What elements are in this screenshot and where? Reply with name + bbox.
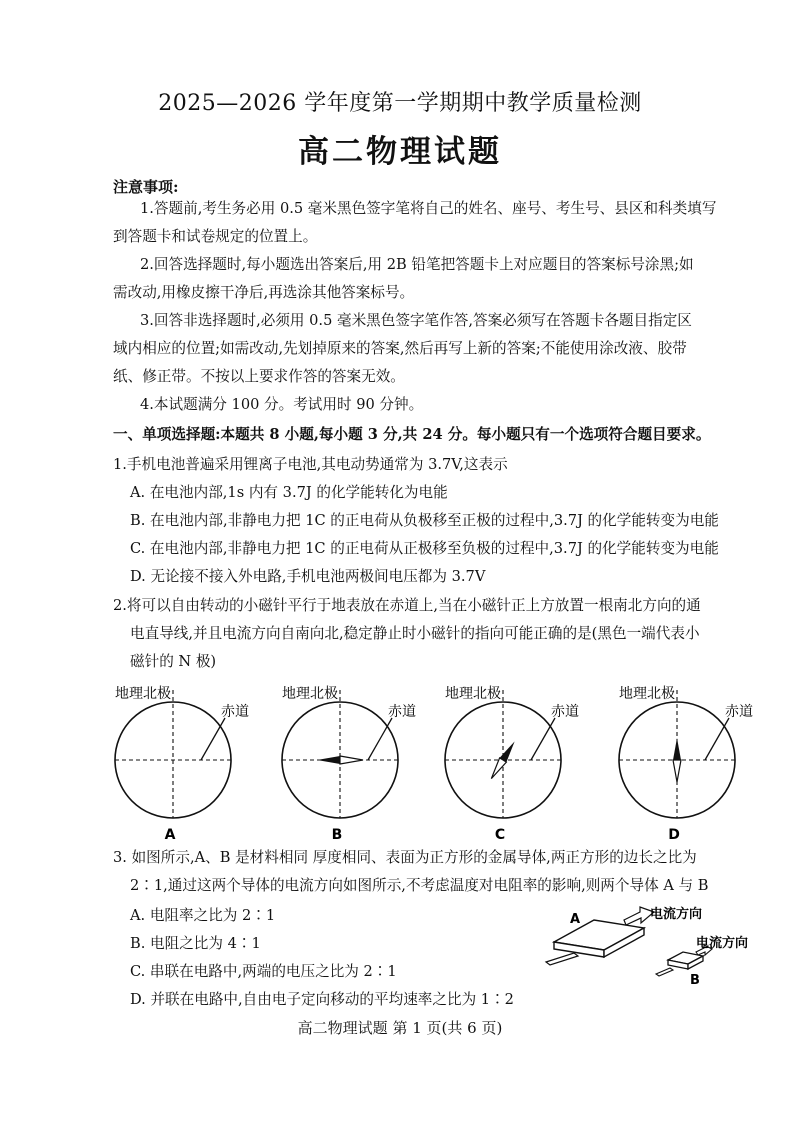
notice-line-6: 域内相应的位置;如需改动,先划掉原来的答案,然后再写上新的答案;不能使用涂改液、胶带 [113, 340, 687, 357]
magnet-needle-south-b [340, 756, 363, 764]
equator-label-b: 赤道 [388, 704, 416, 720]
magnet-needle-south-d [673, 760, 681, 782]
notice-line-7: 纸、修正带。不按以上要求作答的答案无效。 [113, 368, 405, 385]
q3-stem-line-2: 2∶1,通过这两个导体的电流方向如图所示,不考虑温度对电阻率的影响,则两个导体 A 与 B [130, 877, 709, 894]
north-pole-label-d: 地理北极 [619, 686, 675, 702]
q2-figure-a [115, 685, 249, 843]
notice-line-2: 到答题卡和试卷规定的位置上。 [113, 228, 318, 245]
q3-option-c: C. 串联在电路中,两端的电压之比为 2∶1 [130, 963, 397, 980]
q2-stem-line-1: 2.将可以自由转动的小磁针平行于地表放在赤道上,当在小磁针正上方放置一根南北方向的通 [113, 597, 701, 614]
conductor-b-label: B [690, 973, 700, 988]
q2-figure-c [445, 685, 579, 843]
q2-figure-d [619, 685, 753, 843]
q1-stem: 1.手机电池普遍采用锂离子电池,其电动势通常为 3.7V,这表示 [113, 456, 508, 473]
conductor-a [546, 907, 654, 965]
q2-stem-line-3: 磁针的 N 极) [130, 653, 217, 670]
magnet-needle-north-b [317, 756, 340, 764]
q3-option-d: D. 并联在电路中,自由电子定向移动的平均速率之比为 1∶2 [130, 991, 514, 1008]
figure-label-d: D [668, 827, 680, 843]
notice-line-1: 1.答题前,考生务必用 0.5 毫米黑色签字笔将自己的姓名、座号、考生号、县区和科类填写 [140, 200, 717, 217]
q2-figures [100, 675, 780, 845]
q3-option-a: A. 电阻率之比为 2∶1 [130, 907, 276, 924]
equator-label-d: 赤道 [725, 704, 753, 720]
figure-label-a: A [164, 827, 176, 843]
page-footer: 高二物理试题 第 1 页(共 6 页) [297, 1019, 503, 1037]
magnet-needle-north-d [673, 738, 681, 760]
q2-stem-line-2: 电直导线,并且电流方向自南向北,稳定静止时小磁针的指向可能正确的是(黑色一端代表小 [130, 625, 700, 642]
notice-heading: 注意事项: [113, 178, 179, 196]
q3-figure [540, 898, 780, 990]
current-direction-label-b: 电流方向 [696, 936, 749, 951]
q2-figure-b [282, 685, 416, 843]
north-pole-label-c: 地理北极 [445, 686, 501, 702]
q1-option-b: B. 在电池内部,非静电力把 1C 的正电荷从负极移至正极的过程中,3.7J 的化学能转变为电能 [130, 512, 719, 529]
conductor-a-label: A [570, 912, 581, 927]
equator-label-a: 赤道 [221, 704, 249, 720]
q1-option-a: A. 在电池内部,1s 内有 3.7J 的化学能转化为电能 [130, 484, 448, 501]
notice-line-8: 4.本试题满分 100 分。考试用时 90 分钟。 [140, 396, 424, 413]
q3-option-b: B. 电阻之比为 4∶1 [130, 935, 261, 952]
figure-label-b: B [331, 827, 343, 843]
notice-line-4: 需改动,用橡皮擦干净后,再选涂其他答案标号。 [113, 284, 415, 301]
subject-title: 高二物理试题 [298, 134, 502, 170]
exam-title: 2025—2026 学年度第一学期期中教学质量检测 [158, 91, 642, 116]
figure-label-c: C [494, 827, 506, 843]
q1-option-d: D. 无论接不接入外电路,手机电池两极间电压都为 3.7V [130, 568, 486, 585]
q3-stem-line-1: 3. 如图所示,A、B 是材料相同 厚度相同、表面为正方形的金属导体,两正方形的边长之比为 [113, 849, 697, 866]
q1-option-c: C. 在电池内部,非静电力把 1C 的正电荷从正极移至负极的过程中,3.7J 的化学能转变为电能 [130, 540, 719, 557]
notice-line-3: 2.回答选择题时,每小题选出答案后,用 2B 铅笔把答题卡上对应题目的答案标号涂黑;如 [140, 256, 694, 273]
north-pole-label-a: 地理北极 [115, 686, 171, 702]
section-1-header: 一、单项选择题:本题共 8 小题,每小题 3 分,共 24 分。每小题只有一个选项符合题目要求。 [113, 426, 711, 443]
current-direction-label-a: 电流方向 [650, 907, 703, 922]
magnet-needle-north-c [500, 739, 518, 762]
magnet-needle-south-c [488, 758, 506, 781]
equator-label-c: 赤道 [551, 704, 579, 720]
notice-line-5: 3.回答非选择题时,必须用 0.5 毫米黑色签字笔作答,答案必须写在答题卡各题目指定区 [140, 312, 692, 329]
north-pole-label-b: 地理北极 [282, 686, 338, 702]
